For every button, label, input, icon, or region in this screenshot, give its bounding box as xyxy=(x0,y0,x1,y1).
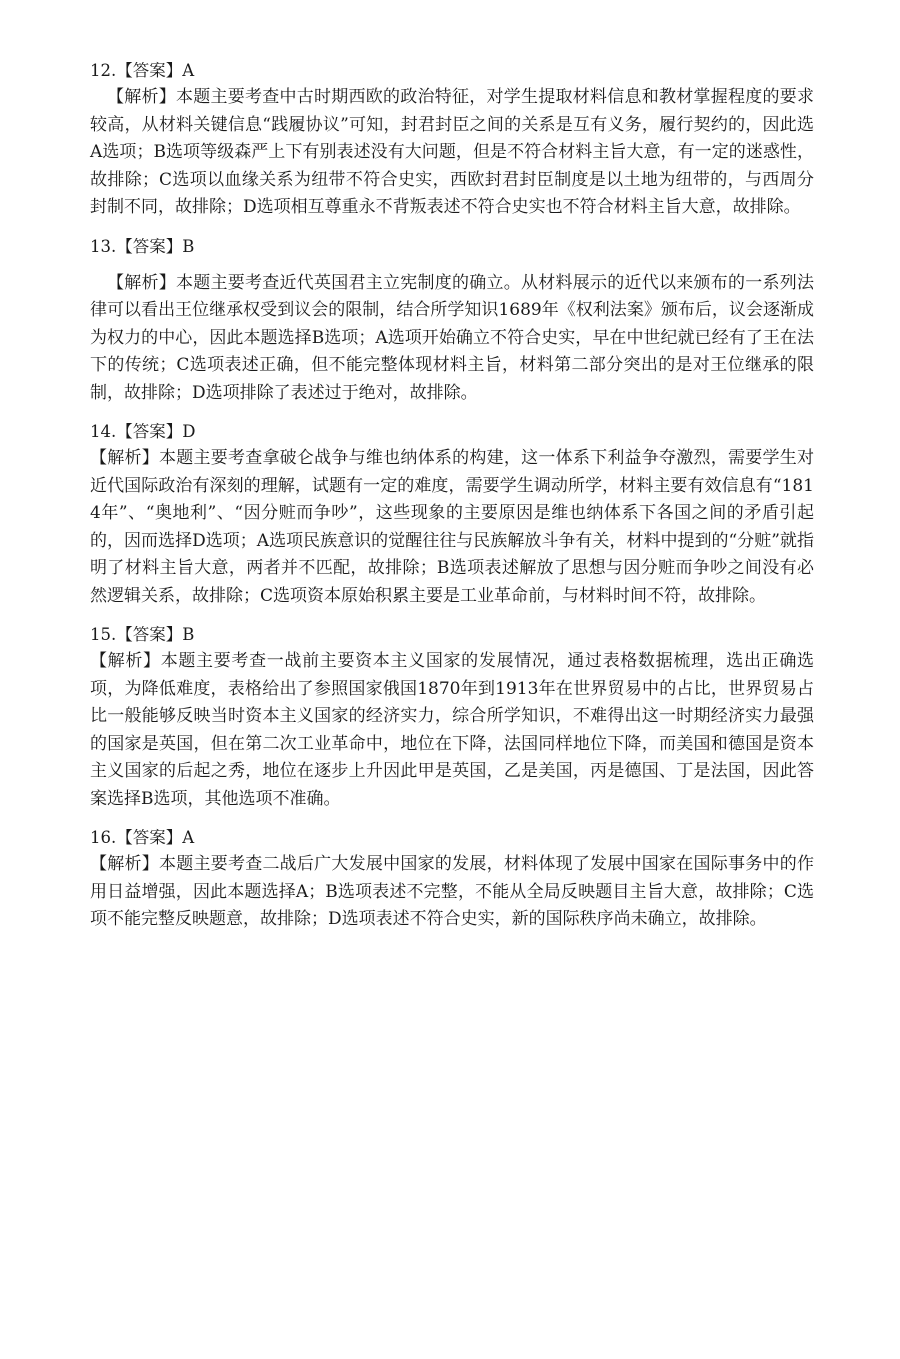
answer-heading: 14.【答案】D xyxy=(90,422,196,441)
answer-heading: 12.【答案】A xyxy=(90,61,195,80)
answer-item-15 xyxy=(90,622,814,813)
answer-item-12 xyxy=(90,58,814,222)
analysis-paragraph: 【解析】本题主要考查拿破仑战争与维也纳体系的构建，这一体系下利益争夺激烈，需要学生对近代国际政治有深刻的理解，试题有一定的难度，需要学生调动所学，材料主要有效信息有“1814年”、“奥地利”、“因分赃而争吵”，这些现象的主要原因是维也纳体系下各国之间的矛盾引起的，因而选择D选项；A选项民族意识的觉醒往往与民族解放斗争有关，材料中提到的“分赃”就指明了材料主旨大意，两者并不匹配，故排除；B选项表述解放了思想与因分赃而争吵之间没有必然逻辑关系，故排除；C选项资本原始积累主要是工业革命前，与材料时间不符，故排除。 xyxy=(90,448,814,606)
answer-heading: 16.【答案】A xyxy=(90,828,195,847)
analysis-paragraph: 【解析】本题主要考查一战前主要资本主义国家的发展情况，通过表格数据梳理，选出正确选项，为降低难度，表格给出了参照国家俄国1870年到1913年在世界贸易中的占比，世界贸易占比一般能够反映当时资本主义国家的经济实力，综合所学知识，不难得出这一时期经济实力最强的国家是英国，但在第二次工业革命中，地位在下降，法国同样地位下降，而美国和德国是资本主义国家的后起之秀，地位在逐步上升因此甲是英国，乙是美国，丙是德国、丁是法国，因此答案选择B选项，其他选项不准确。 xyxy=(90,651,814,809)
answer-item-13 xyxy=(90,234,814,408)
answer-heading: 15.【答案】B xyxy=(90,625,195,644)
answer-document xyxy=(90,58,814,946)
analysis-paragraph: 【解析】本题主要考查中古时期西欧的政治特征，对学生提取材料信息和教材掌握程度的要求较高，从材料关键信息“践履协议”可知，封君封臣之间的关系是互有义务，履行契约的，因此选A选项；B选项等级森严上下有别表述没有大问题，但是不符合材料主旨大意，有一定的迷惑性，故排除；C选项以血缘关系为纽带不符合史实，西欧封君封臣制度是以土地为纽带的，与西周分封制不同，故排除；D选项相互尊重永不背叛表述不符合史实也不符合材料主旨大意，故排除。 xyxy=(90,87,814,217)
analysis-paragraph: 【解析】本题主要考查近代英国君主立宪制度的确立。从材料展示的近代以来颁布的一系列法律可以看出王位继承权受到议会的限制，结合所学知识1689年《权利法案》颁布后，议会逐渐成为权力的中心，因此本题选择B选项；A选项开始确立不符合史实，早在中世纪就已经有了王在法下的传统；C选项表述正确，但不能完整体现材料主旨，材料第二部分突出的是对王位继承的限制，故排除；D选项排除了表述过于绝对，故排除。 xyxy=(90,272,814,403)
answer-heading: 13.【答案】B xyxy=(90,236,195,256)
answer-item-16 xyxy=(90,825,814,934)
analysis-paragraph: 【解析】本题主要考查二战后广大发展中国家的发展，材料体现了发展中国家在国际事务中的作用日益增强，因此本题选择A；B选项表述不完整，不能从全局反映题目主旨大意，故排除；C选项不能完整反映题意，故排除；D选项表述不符合史实，新的国际秩序尚未确立，故排除。 xyxy=(90,854,814,929)
answer-item-14 xyxy=(90,419,814,610)
